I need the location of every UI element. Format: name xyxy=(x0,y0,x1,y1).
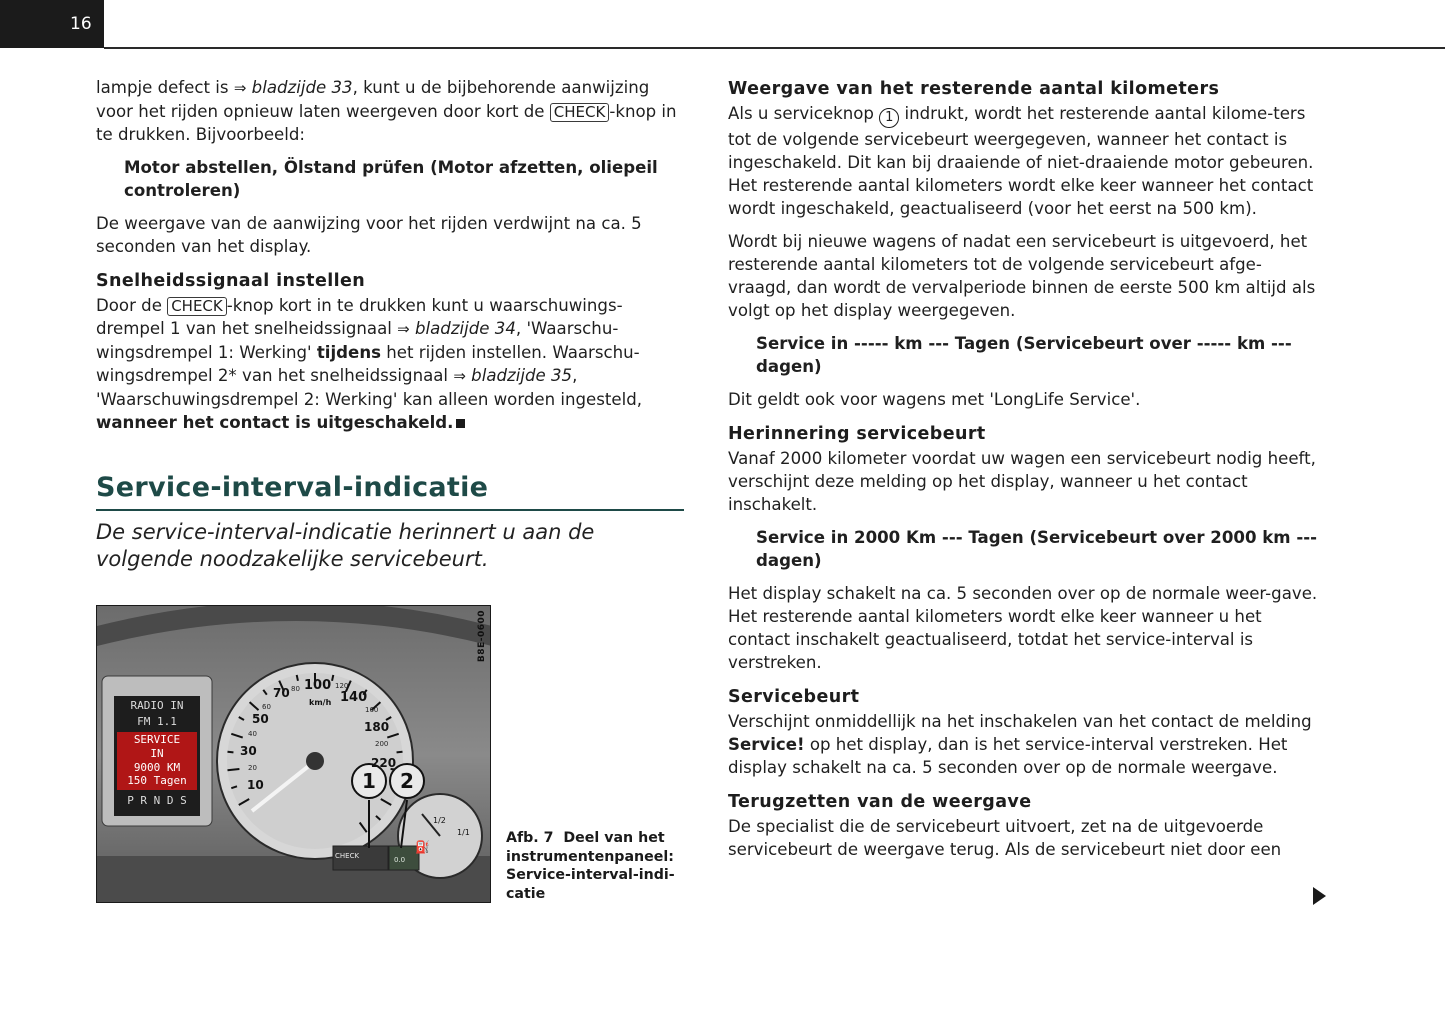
display-timeout-paragraph: De weergave van de aanwijzing voor het rijden verdwijnt na ca. 5 seconden van het display. xyxy=(96,214,642,256)
intro-paragraph xyxy=(96,76,684,146)
speed-small-label: 80 xyxy=(291,685,300,693)
text-run: , 'Waarschu-wingsdrempel 1: Werking' xyxy=(96,319,619,362)
speed-tick xyxy=(297,675,298,681)
speed-label: 70 xyxy=(273,686,290,700)
speed-small-label: 20 xyxy=(248,764,257,772)
speed-label: 180 xyxy=(364,720,390,734)
speed-small-label: 160 xyxy=(365,706,379,714)
speed-small-label: 60 xyxy=(262,703,271,711)
caption-text: Deel van het instrumentenpaneel: Service-interval-indi-catie xyxy=(506,830,675,902)
new-car-paragraph: Wordt bij nieuwe wagens of nadat een servicebeurt is uitgevoerd, het resterende aantal kilometers tot de volgende servicebeurt afge-vraagd, dan wordt de vervalperiode binnen de eerste 500 km altijd als volgt op het display weergegeven. xyxy=(728,232,1316,320)
circled-number-icon xyxy=(879,108,899,128)
left-column xyxy=(96,76,684,573)
servicebeurt-heading: Servicebeurt xyxy=(728,687,860,707)
header-rule xyxy=(104,47,1445,49)
trip-reset-button: 0.0 xyxy=(394,856,406,864)
reminder-paragraph: Vanaf 2000 kilometer voordat uw wagen een servicebeurt nodig heeft, verschijnt deze melding op het display, wanneer u het contact inschakelt. xyxy=(728,449,1316,514)
speed-signal-paragraph xyxy=(96,294,684,434)
section-title: Service-interval-indicatie xyxy=(96,472,489,503)
speed-small-label: 40 xyxy=(248,730,257,738)
servicebeurt-paragraph xyxy=(728,710,1318,779)
emphasis: tijdens xyxy=(316,343,382,362)
check-button: CHECK xyxy=(335,852,360,860)
end-of-section-square-icon xyxy=(456,419,465,428)
emphasis: Service! xyxy=(728,735,805,754)
page-number-box xyxy=(0,0,104,48)
speed-small-label: 200 xyxy=(375,740,389,748)
display-message-1: Service in ----- km --- Tagen (Servicebeurt over ----- km --- dagen) xyxy=(756,334,1292,376)
text-run: Verschijnt onmiddellijk na het inschakelen van het contact de melding xyxy=(728,712,1312,731)
speed-tick xyxy=(397,752,403,753)
right-column xyxy=(728,76,1318,861)
display-line: IN xyxy=(150,747,164,760)
text-run: lampje defect is xyxy=(96,78,234,97)
reset-paragraph: De specialist die de servicebeurt uitvoert, zet na de uitgevoerde servicebeurt de weergave terug. Als de servicebeurt niet door een xyxy=(728,817,1282,859)
page-ref-arrow-icon: ⇒ xyxy=(397,320,410,338)
text-run: Door de xyxy=(96,296,168,315)
display-line: SERVICE xyxy=(133,733,181,746)
speed-small-label: 120 xyxy=(335,682,349,690)
circled-number: 1 xyxy=(885,110,894,125)
speed-label: 100 xyxy=(304,678,332,693)
callout-1: 1 xyxy=(362,769,376,793)
text-run: het rijden instellen. Waarschu-wingsdrempel 2* van het snelheidssignaal xyxy=(96,343,640,385)
figure-code: B8E-0600 xyxy=(477,610,487,663)
text-run: Als u serviceknop xyxy=(728,104,880,123)
display-line: RADIO IN xyxy=(130,699,184,712)
speed-label: 50 xyxy=(252,712,269,726)
speed-tick xyxy=(332,675,333,681)
display-line: 9000 KM xyxy=(133,761,181,774)
section-lead: De service-interval-indicatie herinnert u aan de volgende noodzakelijke servicebeurt. xyxy=(96,520,595,571)
caption-label: Afb. 7 xyxy=(506,830,554,846)
remaining-km-heading: Weergave van het resterende aantal kilometers xyxy=(728,79,1220,99)
page-reference-link[interactable]: bladzijde 35 xyxy=(471,366,573,385)
text-run: -knop kort in te drukken kunt u waarschuwings-drempel 1 van het snelheidssignaal xyxy=(96,296,623,338)
reminder-heading: Herinnering servicebeurt xyxy=(728,424,986,444)
page-number: 16 xyxy=(70,14,92,34)
fuel-label: 1/2 xyxy=(433,816,446,825)
speed-signal-heading: Snelheidssignaal instellen xyxy=(96,271,366,291)
text-run: indrukt, wordt het resterende aantal kilome-ters tot de volgende servicebeurt weergegeven, wanneer het contact is ingeschakeld. Dit kan bij draaiende of niet-draaiende motor gebeuren. Het resterende aantal kilometers wordt elke keer wanneer het contact wordt ingeschakeld, geactualiseerd (voor het eerst na 500 km). xyxy=(728,104,1314,218)
display-message-2: Service in 2000 Km --- Tagen (Servicebeurt over 2000 km --- dagen) xyxy=(756,528,1318,570)
page-reference-link[interactable]: bladzijde 34 xyxy=(415,319,516,338)
display-normal-paragraph: Het display schakelt na ca. 5 seconden over op de normale weer-gave. Het resterende aantal kilometers wordt elke keer wanneer u het contact inschakelt geactualiseerd, totdat het service-interval is verstreken. xyxy=(728,584,1318,672)
instrument-panel-figure xyxy=(96,605,491,903)
text-run: -knop in te drukken. Bijvoorbeeld: xyxy=(96,102,677,144)
remaining-km-paragraph xyxy=(728,102,1318,220)
check-key-label: CHECK xyxy=(167,297,227,316)
text-run: , kunt u de bijbehorende aanwijzing voor het rijden opnieuw laten weergeven door kort de xyxy=(96,78,650,121)
emphasis: wanneer het contact is uitgeschakeld. xyxy=(96,413,454,432)
text-run: op het display, dan is het service-interval verstreken. Het display schakelt na ca. 5 seconden over op de normale weergave. xyxy=(728,735,1288,777)
section-rule xyxy=(96,509,684,511)
check-key-label: CHECK xyxy=(550,103,610,122)
speed-label: 10 xyxy=(247,778,264,792)
fuel-pump-icon: ⛽ xyxy=(415,840,430,854)
longlife-paragraph: Dit geldt ook voor wagens met 'LongLife Service'. xyxy=(728,390,1141,409)
page-reference-link[interactable]: bladzijde 33 xyxy=(251,78,353,97)
figure-caption xyxy=(506,829,681,903)
fuel-label: 1/1 xyxy=(457,828,470,837)
example-display-message: Motor abstellen, Ölstand prüfen (Motor afzetten, oliepeil controleren) xyxy=(124,158,658,200)
reset-heading: Terugzetten van de weergave xyxy=(728,792,1032,812)
speed-label: 140 xyxy=(340,690,368,705)
display-line: P R N D S xyxy=(127,794,187,807)
speed-label: 30 xyxy=(240,744,257,758)
display-line: FM 1.1 xyxy=(137,715,177,728)
continue-arrow-icon xyxy=(1313,887,1326,905)
text-run: , 'Waarschuwingsdrempel 2: Werking' kan alleen worden ingesteld, xyxy=(96,366,643,409)
speed-tick xyxy=(227,752,233,753)
page-ref-arrow-icon: ⇒ xyxy=(453,367,466,385)
speed-tick xyxy=(227,769,239,770)
speed-unit: km/h xyxy=(309,698,332,707)
speed-label: 220 xyxy=(371,756,397,770)
page-ref-arrow-icon: ⇒ xyxy=(233,79,247,97)
callout-2: 2 xyxy=(400,769,414,793)
display-line: 150 Tagen xyxy=(127,774,187,787)
